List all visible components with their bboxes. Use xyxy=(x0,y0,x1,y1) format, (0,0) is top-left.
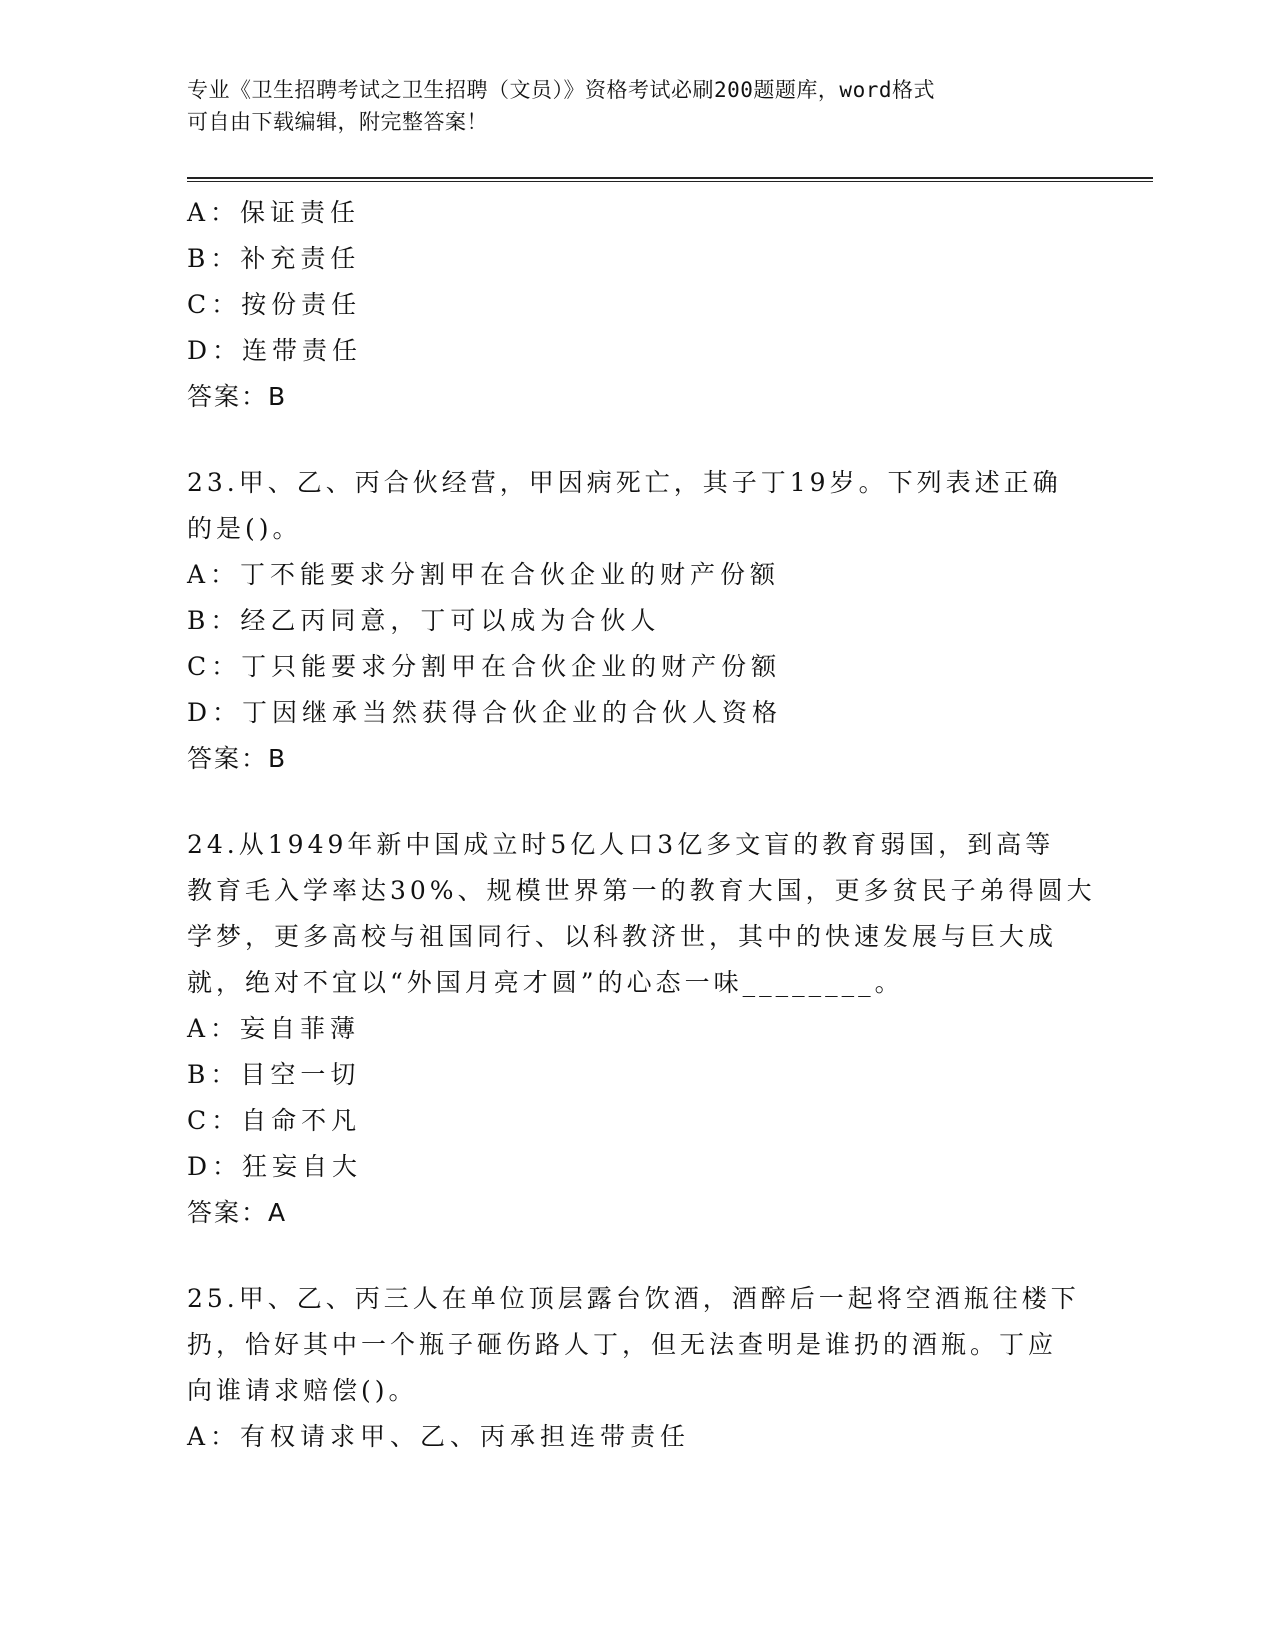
option-c: C：丁只能要求分割甲在合伙企业的财产份额 xyxy=(187,652,782,681)
question-list xyxy=(187,190,1096,1460)
header-line-1: 专业《卫生招聘考试之卫生招聘（文员）》资格考试必刷200题题库，word格式 xyxy=(187,78,935,102)
stem-line: 23.甲、乙、丙合伙经营，甲因病死亡，其子丁19岁。下列表述正确 xyxy=(187,468,1062,497)
option-b: B：补充责任 xyxy=(187,244,361,273)
stem-line: 向谁请求赔偿()。 xyxy=(187,1376,418,1405)
option-d: D：丁因继承当然获得合伙企业的合伙人资格 xyxy=(187,698,783,727)
stem-line: 25.甲、乙、丙三人在单位顶层露台饮酒，酒醉后一起将空酒瓶往楼下 xyxy=(187,1284,1080,1313)
header-line-2: 可自由下载编辑，附完整答案！ xyxy=(187,110,488,134)
stem-line: 教育毛入学率达30%、规模世界第一的教育大国，更多贫民子弟得圆大 xyxy=(187,876,1096,905)
stem-line: 扔，恰好其中一个瓶子砸伤路人丁，但无法查明是谁扔的酒瓶。丁应 xyxy=(187,1330,1058,1359)
stem-line: 学梦，更多高校与祖国同行、以科教济世，其中的快速发展与巨大成 xyxy=(187,922,1058,951)
question-24 xyxy=(187,822,1096,1236)
option-c: C：自命不凡 xyxy=(187,1106,362,1135)
stem-line: 24.从1949年新中国成立时5亿人口3亿多文盲的教育弱国，到高等 xyxy=(187,830,1055,859)
answer: 答案：B xyxy=(187,744,288,773)
option-a: A：保证责任 xyxy=(187,198,361,227)
option-b: B：经乙丙同意，丁可以成为合伙人 xyxy=(187,606,661,635)
answer: 答案：B xyxy=(187,382,288,411)
question-25 xyxy=(187,1276,1087,1460)
option-d: D：连带责任 xyxy=(187,336,363,365)
option-a: A：丁不能要求分割甲在合伙企业的财产份额 xyxy=(187,560,781,589)
option-a: A：有权请求甲、乙、丙承担连带责任 xyxy=(187,1422,691,1451)
question-23 xyxy=(187,460,1087,782)
option-d: D：狂妄自大 xyxy=(187,1152,363,1181)
stem-line: 就，绝对不宜以“外国月亮才圆”的心态一味________。 xyxy=(187,968,904,997)
option-b: B：目空一切 xyxy=(187,1060,361,1089)
option-a: A：妄自菲薄 xyxy=(187,1014,361,1043)
question-22 xyxy=(187,190,1087,420)
document-header xyxy=(187,74,1087,138)
stem-line: 的是()。 xyxy=(187,514,302,543)
question-stem xyxy=(187,460,1087,552)
question-stem xyxy=(187,1276,1087,1414)
answer: 答案：A xyxy=(187,1198,288,1227)
option-c: C：按份责任 xyxy=(187,290,362,319)
header-divider xyxy=(187,177,1153,182)
question-stem xyxy=(187,822,1096,1006)
